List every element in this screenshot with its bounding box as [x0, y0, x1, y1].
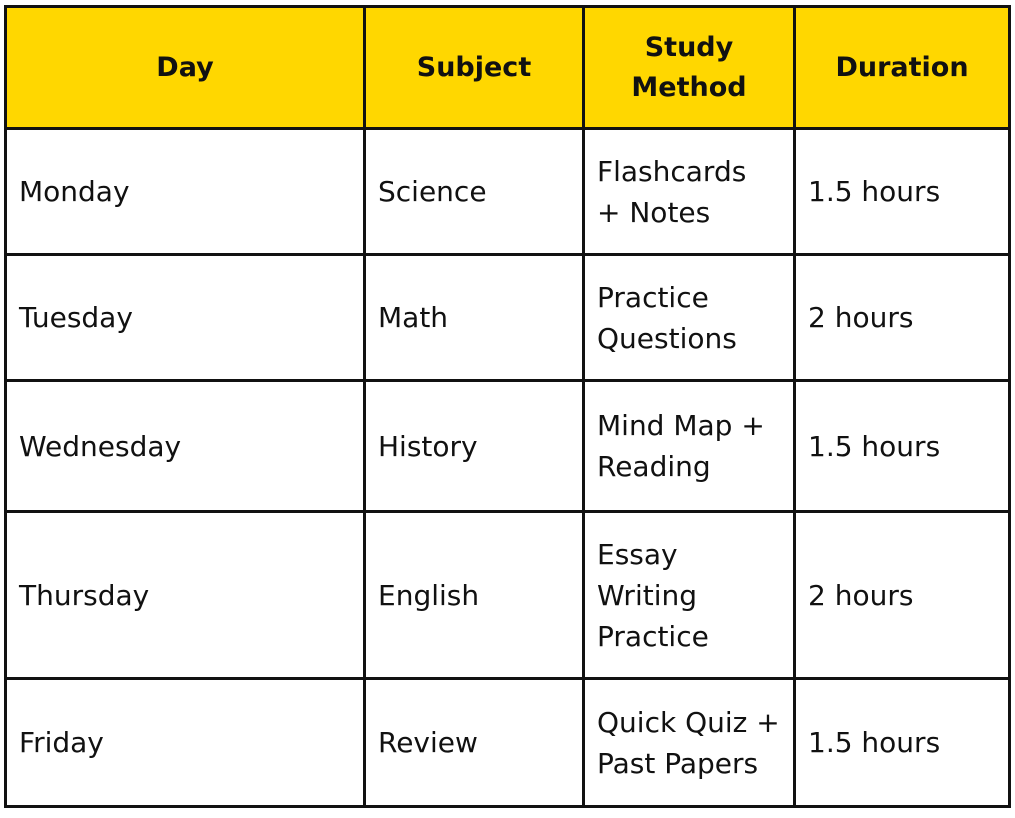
cell-duration: 2 hours: [795, 512, 1010, 679]
table-row: [6, 381, 1010, 512]
cell-subject: Review: [365, 679, 584, 807]
header-subject: Subject: [365, 7, 584, 129]
header-study-method: Study Method: [584, 7, 795, 129]
study-method-text: Essay Writing Practice: [597, 537, 709, 653]
study-schedule-table-wrapper: [4, 5, 1011, 808]
header-day: Day: [6, 7, 365, 129]
cell-subject: History: [365, 381, 584, 512]
study-method-text: Quick Quiz + Past Papers: [597, 705, 780, 780]
table-header: [6, 7, 1010, 129]
header-duration: Duration: [795, 7, 1010, 129]
study-method-text: Practice Questions: [597, 280, 737, 355]
cell-day: Friday: [6, 679, 365, 807]
cell-study-method: [584, 255, 795, 381]
cell-subject: English: [365, 512, 584, 679]
cell-duration: 1.5 hours: [795, 679, 1010, 807]
table-row: [6, 512, 1010, 679]
cell-day: Tuesday: [6, 255, 365, 381]
cell-study-method: [584, 679, 795, 807]
cell-study-method: [584, 381, 795, 512]
cell-subject: Science: [365, 129, 584, 255]
study-method-text: Mind Map + Reading: [597, 409, 765, 483]
cell-day: Wednesday: [6, 381, 365, 512]
header-row: [6, 7, 1010, 129]
cell-duration: 2 hours: [795, 255, 1010, 381]
table-row: [6, 255, 1010, 381]
cell-day: Thursday: [6, 512, 365, 679]
cell-duration: 1.5 hours: [795, 129, 1010, 255]
cell-duration: 1.5 hours: [795, 381, 1010, 512]
table-body: [6, 129, 1010, 807]
cell-study-method: [584, 512, 795, 679]
study-method-text: Flashcards + Notes: [597, 154, 747, 229]
table-row: [6, 129, 1010, 255]
cell-subject: Math: [365, 255, 584, 381]
cell-study-method: [584, 129, 795, 255]
table-row: [6, 679, 1010, 807]
study-schedule-table: [4, 5, 1011, 808]
cell-day: Monday: [6, 129, 365, 255]
